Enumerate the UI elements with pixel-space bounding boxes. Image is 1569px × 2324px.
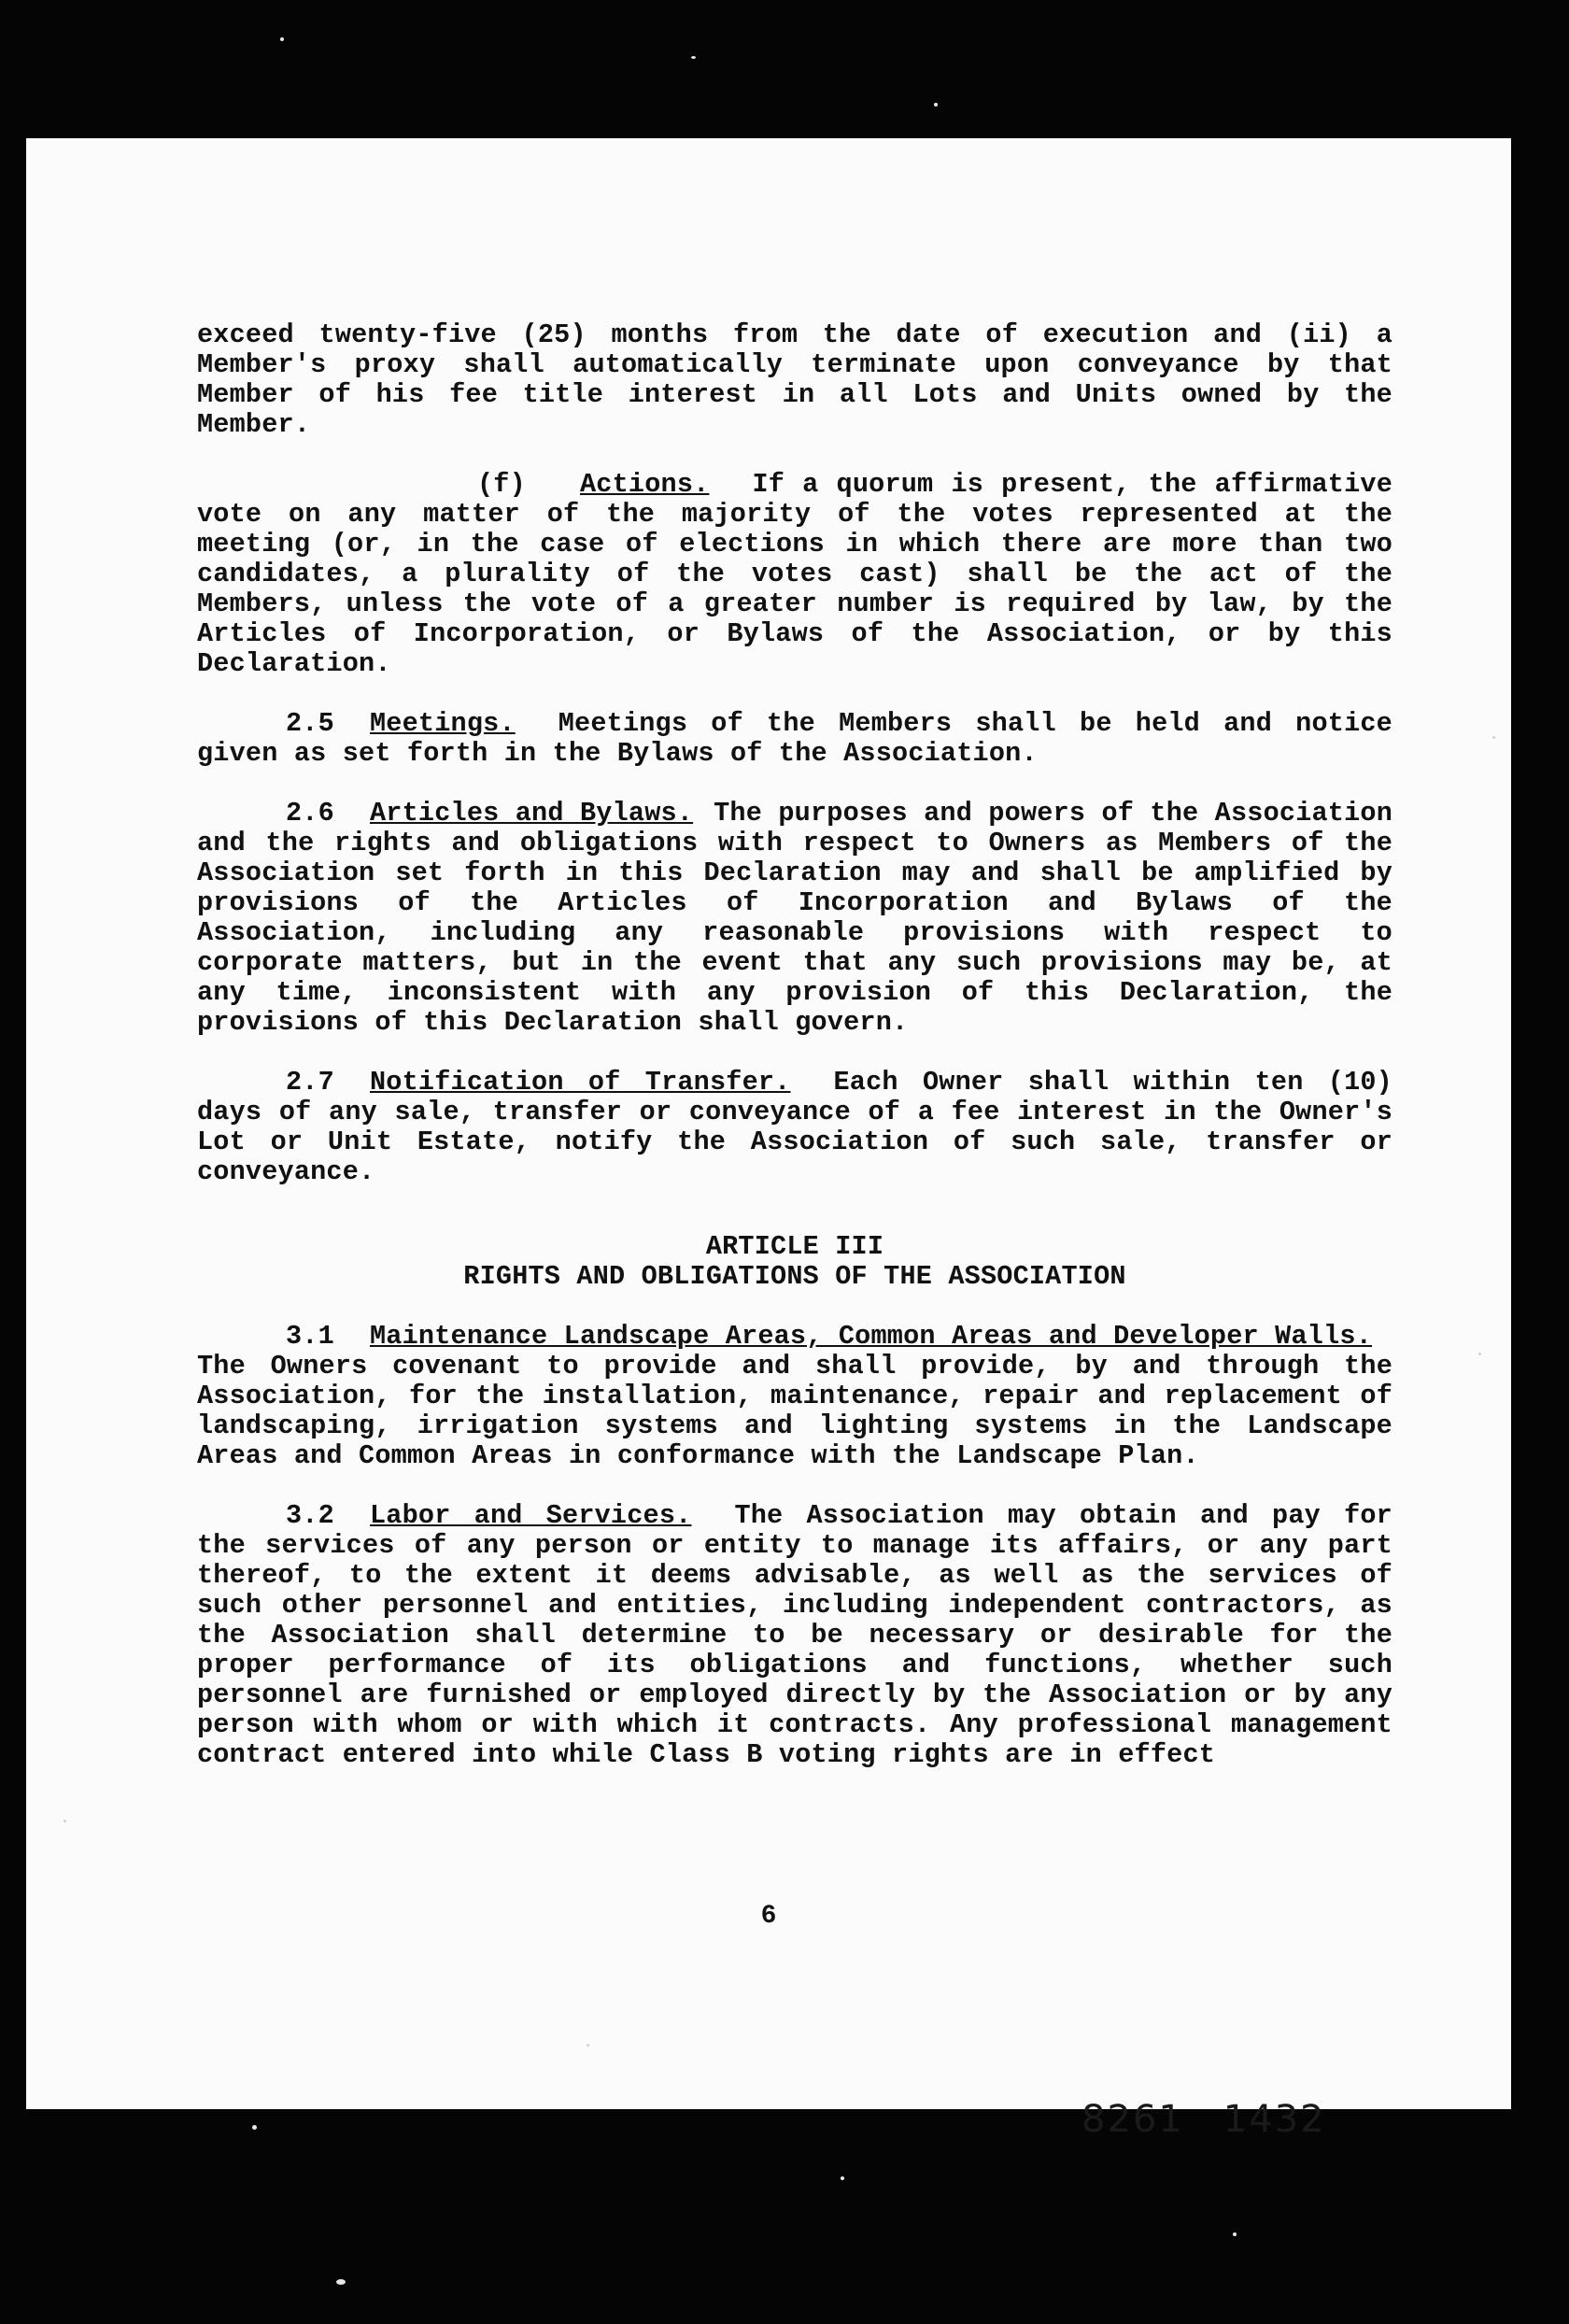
section-body: Meetings of the Members shall be held and notice given as set forth in the Bylaws of the Association. (197, 708, 1392, 769)
scan-speck (1233, 2232, 1237, 2236)
section-number: 2.7 (286, 1067, 334, 1098)
scan-speck (587, 2044, 589, 2047)
scan-speck (841, 2176, 844, 2180)
section-title: Labor and Services. (370, 1500, 692, 1531)
section-body: Each Owner shall within ten (10) days of any sale, transfer or conveyance of a fee interest in the Owner's Lot or Unit Estate, notify the Association of such sale, transfer or conveyance. (197, 1067, 1392, 1187)
section-title: Notification of Transfer. (370, 1067, 791, 1098)
section-title: Actions. (580, 469, 710, 500)
section-2-5-meetings (197, 709, 1392, 769)
article-title: RIGHTS AND OBLIGATIONS OF THE ASSOCIATION (463, 1261, 1126, 1292)
section-body: The Owners covenant to provide and shall provide, by and through the Association, for the installation, maintenance, repair and replacement of landscaping, irrigation systems and lighting systems in the Landscape Areas and Common Areas in conformance with the Landscape Plan. (197, 1351, 1392, 1471)
section-title: Maintenance Landscape Areas, Common Areas and Developer Walls. (370, 1321, 1372, 1352)
scan-speck (280, 37, 284, 41)
section-body: If a quorum is present, the affirmative vote on any matter of the majority of the votes represented at the meeting (or, in the case of elections in which there are more than two candidates, a plurality of the votes cast) shall be the act of the Members, unless the vote of a greater number is required by law, by the Articles of Incorporation, or Bylaws of the Association, or by this Declaration. (197, 469, 1392, 679)
section-3-1-maintenance (197, 1322, 1392, 1471)
section-title: Meetings. (370, 708, 516, 739)
scan-speck (64, 1820, 66, 1822)
section-number: 2.6 (286, 798, 334, 829)
opening-paragraph: exceed twenty-five (25) months from the date of execution and (ii) a Member's proxy shall automatically terminate upon conveyance by that Member of his fee title interest in all Lots and Units owned by the Member. (197, 319, 1392, 440)
scan-speck (252, 2125, 257, 2130)
scan-speck (934, 103, 938, 106)
scan-speck (691, 56, 696, 59)
stamp-book: 8261 (1081, 2098, 1184, 2141)
recording-stamp (1081, 2098, 1365, 2141)
scan-speck (1492, 736, 1495, 739)
page-number: 6 (760, 1902, 777, 1931)
section-body: The Association may obtain and pay for the services of any person or entity to manage its affairs, or any part thereof, to the extent it deems advisable, as well as the services of such other personnel and entities, including independent contractors, as the Association shall determine to be necessary or desirable for the proper performance of its obligations and functions, whether such personnel are furnished or employed directly by the Association or by any person with whom or with which it contracts. Any professional management contract entered into while Class B voting rights are in effect (197, 1500, 1392, 1770)
section-number: 2.5 (286, 708, 334, 739)
section-number: 3.2 (286, 1500, 334, 1531)
document-body (197, 320, 1392, 1800)
section-number: 3.1 (286, 1321, 334, 1352)
article-heading (197, 1232, 1392, 1292)
document-page (26, 138, 1511, 2141)
section-title: Articles and Bylaws. (370, 798, 694, 829)
section-2-6-articles-bylaws (197, 799, 1392, 1038)
section-2-7-notification (197, 1068, 1392, 1187)
scan-speck (336, 2279, 346, 2285)
scan-speck (1478, 1353, 1481, 1355)
section-body: The purposes and powers of the Association and the rights and obligations with respect to Owners as Members of the Association set forth in this Declaration may and shall be amplified by provisions of the Articles of Incorporation and Bylaws of the Association, including any reasonable provisions with respect to corporate matters, but in the event that any such provisions may be, at any time, inconsistent with any provision of this Declaration, the provisions of this Declaration shall govern. (197, 798, 1393, 1038)
section-f-actions (197, 470, 1392, 679)
article-label: ARTICLE III (705, 1231, 884, 1262)
section-3-2-labor-services (197, 1501, 1392, 1770)
section-number: (f) (477, 469, 526, 500)
stamp-page: 1432 (1223, 2098, 1326, 2141)
